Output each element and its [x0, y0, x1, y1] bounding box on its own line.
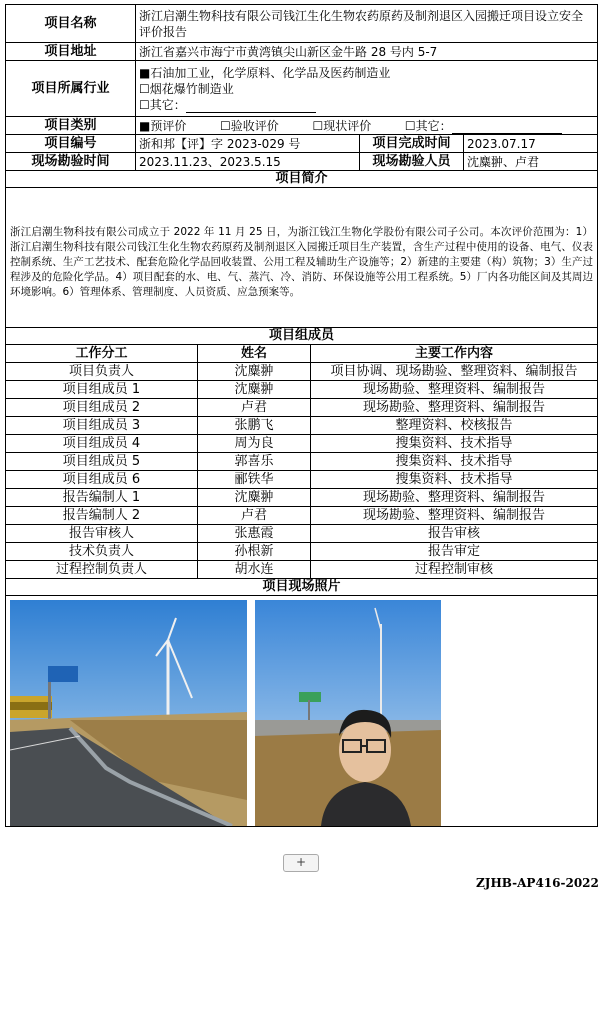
checkbox-empty-icon: ☐ — [139, 97, 150, 112]
survey-time-value: 2023.11.23、2023.5.15 — [136, 153, 360, 171]
table-row: 报告编制人 2 卢君 现场勘验、整理资料、编制报告 — [6, 507, 598, 525]
checkbox-checked-icon: ■ — [139, 65, 151, 80]
table-row: 项目组成员 3 张鹏飞 整理资料、校核报告 — [6, 417, 598, 435]
evaluation-sheet — [5, 4, 597, 827]
intro-text: 浙江启潮生物科技有限公司成立于 2022 年 11 月 25 日，为浙江钱江生物化学股份有限公司子公司。本次评价范围为：1）浙江启潮生物科技有限公司钱江生化生物农药原药及制剂退区入园搬迁项目生产装置，含生产过程中使用的设备、电气、仪表控制系统、生产工艺技术、配套危险化学品回收装置、公用工程及辅助生产设施等；2）新建的主要建（构）筑物；3）生产过程涉及的危险化学品。4）项目配套的水、电、气、蒸汽、冷、消防、环保设施等公用工程系统。5）厂内各功能区间及其周边环境影响。6）管理体系、管理制度、人员资质、应急预案等。 — [6, 188, 598, 328]
site-photo-road — [10, 600, 247, 826]
header-work: 主要工作内容 — [311, 345, 598, 363]
fill-in-line — [452, 120, 562, 134]
industry-option: ☐烟花爆竹制造业 — [139, 81, 234, 96]
industry-option: ■石油加工业，化学原料、化学品及医药制造业 — [139, 65, 391, 80]
project-name-label: 项目名称 — [6, 5, 136, 43]
table-row: 项目负责人 沈麋翀 项目协调、现场勘验、整理资料、编制报告 — [6, 363, 598, 381]
project-name-value: 浙江启潮生物科技有限公司钱江生化生物农药原药及制剂退区入园搬迁项目设立安全评价报告 — [136, 5, 598, 43]
table-row: 报告编制人 1 沈麋翀 现场勘验、整理资料、编制报告 — [6, 489, 598, 507]
members-table — [5, 327, 598, 827]
header-role: 工作分工 — [6, 345, 198, 363]
table-row: 过程控制负责人 胡水连 过程控制审核 — [6, 561, 598, 579]
table-row: 项目组成员 1 沈麋翀 现场勘验、整理资料、编制报告 — [6, 381, 598, 399]
complete-time-value: 2023.07.17 — [464, 135, 598, 153]
survey-staff-label: 现场勘验人员 — [360, 153, 464, 171]
project-type-options: ■预评价 ☐验收评价 ☐现状评价 ☐其它： — [136, 117, 598, 135]
members-title: 项目组成员 — [6, 328, 598, 345]
checkbox-empty-icon: ☐ — [312, 118, 324, 133]
checkbox-empty-icon: ☐ — [220, 118, 231, 133]
photos-cell — [6, 596, 598, 827]
industry-options — [136, 61, 598, 117]
table-row: 项目组成员 5 郭喜乐 搜集资料、技术指导 — [6, 453, 598, 471]
document-code: ZJHB-AP416-2022 — [476, 876, 599, 890]
project-code-value: 浙和邦【评】字 2023-029 号 — [136, 135, 360, 153]
project-address-value: 浙江省嘉兴市海宁市黄湾镇尖山新区金牛路 28 号内 5-7 — [136, 43, 598, 61]
site-photo-person — [255, 600, 441, 826]
industry-label: 项目所属行业 — [6, 61, 136, 117]
table-row: 项目组成员 6 郦铁华 搜集资料、技术指导 — [6, 471, 598, 489]
project-address-label: 项目地址 — [6, 43, 136, 61]
header-name: 姓名 — [198, 345, 311, 363]
intro-title: 项目简介 — [6, 171, 598, 188]
project-code-label: 项目编号 — [6, 135, 136, 153]
table-row: 项目组成员 2 卢君 现场勘验、整理资料、编制报告 — [6, 399, 598, 417]
project-info-table — [5, 4, 598, 328]
add-button[interactable]: + — [283, 854, 319, 872]
industry-option: ☐其它： — [139, 97, 594, 113]
table-row: 报告审核人 张惠霞 报告审核 — [6, 525, 598, 543]
table-row: 技术负责人 孙根新 报告审定 — [6, 543, 598, 561]
checkbox-checked-icon: ■ — [139, 118, 151, 133]
fill-in-line — [186, 99, 316, 113]
project-type-label: 项目类别 — [6, 117, 136, 135]
checkbox-empty-icon: ☐ — [404, 118, 416, 133]
photos-title: 项目现场照片 — [6, 579, 598, 596]
survey-time-label: 现场勘验时间 — [6, 153, 136, 171]
complete-time-label: 项目完成时间 — [360, 135, 464, 153]
checkbox-empty-icon: ☐ — [139, 81, 150, 96]
survey-staff-value: 沈麋翀、卢君 — [464, 153, 598, 171]
table-row: 项目组成员 4 周为良 搜集资料、技术指导 — [6, 435, 598, 453]
